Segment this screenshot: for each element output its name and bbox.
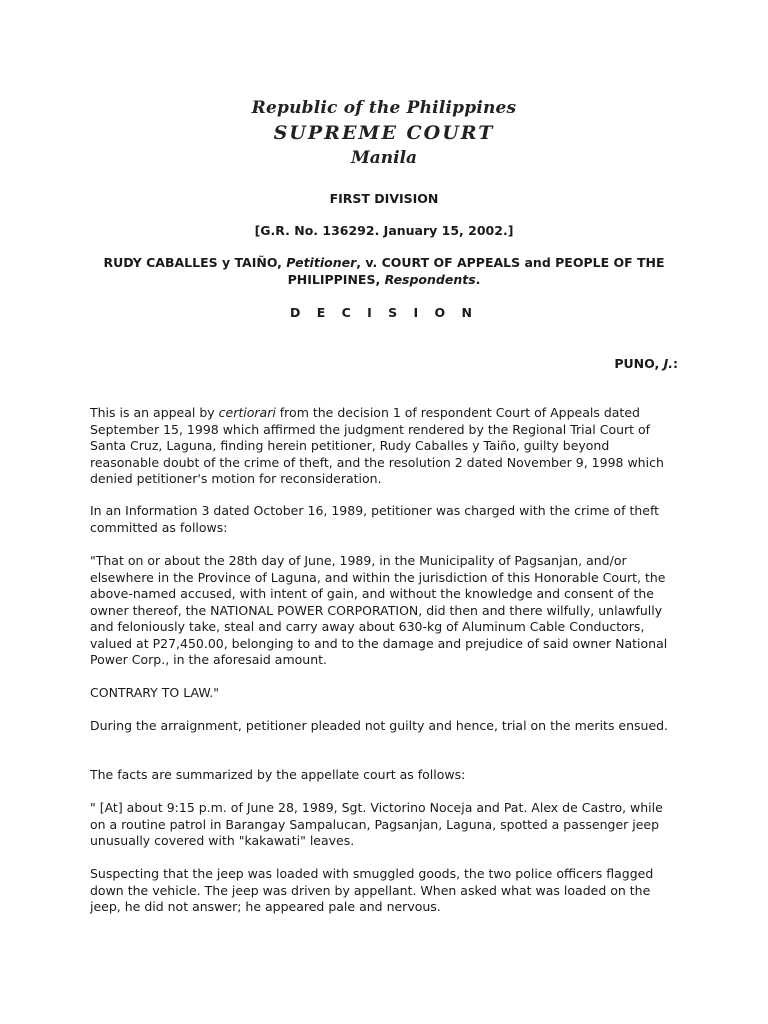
versus-text: , v. COURT OF APPEALS and PEOPLE OF THE PHILIPPINES, (287, 255, 665, 287)
p3-text: "That on or about the 28th day of June, 1989, in the Municipality of Pagsanjan, and/or elsewhere in the Province of Laguna, and within the jurisdiction of this Honorable Court, the above-named accused, with intent of gain, and without the knowledge and consent of the owner thereof, the NATIONAL POWER CORPORATION, did then and there wilfully, unlawfully and feloniously take, steal and carry away about 630-kg of Aluminum Cable Conductors, valued at P27,450.00, belonging to and to the damage and prejudice of said owner National Power Corp., in the aforesaid amount. (90, 553, 668, 667)
paragraph-appeal (90, 405, 678, 488)
p1-certiorari: certiorari (218, 405, 276, 420)
p4-text: CONTRARY TO LAW." (90, 685, 219, 700)
parties-end: . (475, 272, 481, 287)
ponente-suffix: J. (663, 356, 673, 371)
p7-text: " [At] about 9:15 p.m. of June 28, 1989, Sgt. Victorino Noceja and Pat. Alex de Castro, while on a routine patrol in Barangay Sampalucan, Pagsanjan, Laguna, spotted a passenger jeep unusually covered with "kakawati" leaves. (90, 800, 663, 848)
case-number: [G.R. No. 136292. January 15, 2002.] (254, 223, 514, 238)
p2-text: In an Information 3 dated October 16, 1989, petitioner was charged with the crime of theft committed as follows: (90, 503, 660, 535)
p5-text: During the arraignment, petitioner pleaded not guilty and hence, trial on the merits ensued. (90, 718, 669, 733)
header-supreme-court: SUPREME COURT (273, 122, 495, 144)
decision-title: D E C I S I O N (290, 305, 478, 320)
p8-text: Suspecting that the jeep was loaded with smuggled goods, the two police officers flagged down the vehicle. The jeep was driven by appellant. When asked what was loaded on the jeep, he did not answer; he appeared pale and nervous. (90, 866, 654, 914)
paragraph-facts-intro (90, 767, 678, 784)
paragraph-arraignment (90, 718, 678, 735)
p1-text-a: This is an appeal by (90, 405, 219, 420)
ponente-name: PUNO, (614, 356, 660, 371)
ponente-colon: : (673, 356, 678, 371)
case-parties (90, 254, 678, 288)
petitioner-role: Petitioner (286, 255, 357, 270)
paragraph-facts-patrol (90, 800, 678, 850)
petitioner-name: RUDY CABALLES y TAIÑO, (103, 255, 282, 270)
p6-text: The facts are summarized by the appellate court as follows: (90, 767, 466, 782)
division-heading: FIRST DIVISION (329, 191, 439, 206)
header-manila: Manila (350, 148, 418, 168)
ponente (614, 356, 678, 371)
p1-text-b: from the decision 1 of respondent Court of Appeals dated September 15, 1998 which affirmed the judgment rendered by the Regional Trial Court of Santa Cruz, Laguna, finding herein petitioner, Rudy Caballes y Taiño, guilty beyond reasonable doubt of the crime of theft, and the resolution 2 dated November 9, 1998 which denied petitioner's motion for reconsideration. (90, 405, 664, 486)
paragraph-information (90, 503, 678, 536)
respondent-role: Respondents (384, 272, 476, 287)
paragraph-contrary (90, 685, 678, 702)
paragraph-charge (90, 553, 678, 669)
header-republic: Republic of the Philippines (251, 98, 517, 118)
paragraph-facts-suspect (90, 866, 678, 916)
